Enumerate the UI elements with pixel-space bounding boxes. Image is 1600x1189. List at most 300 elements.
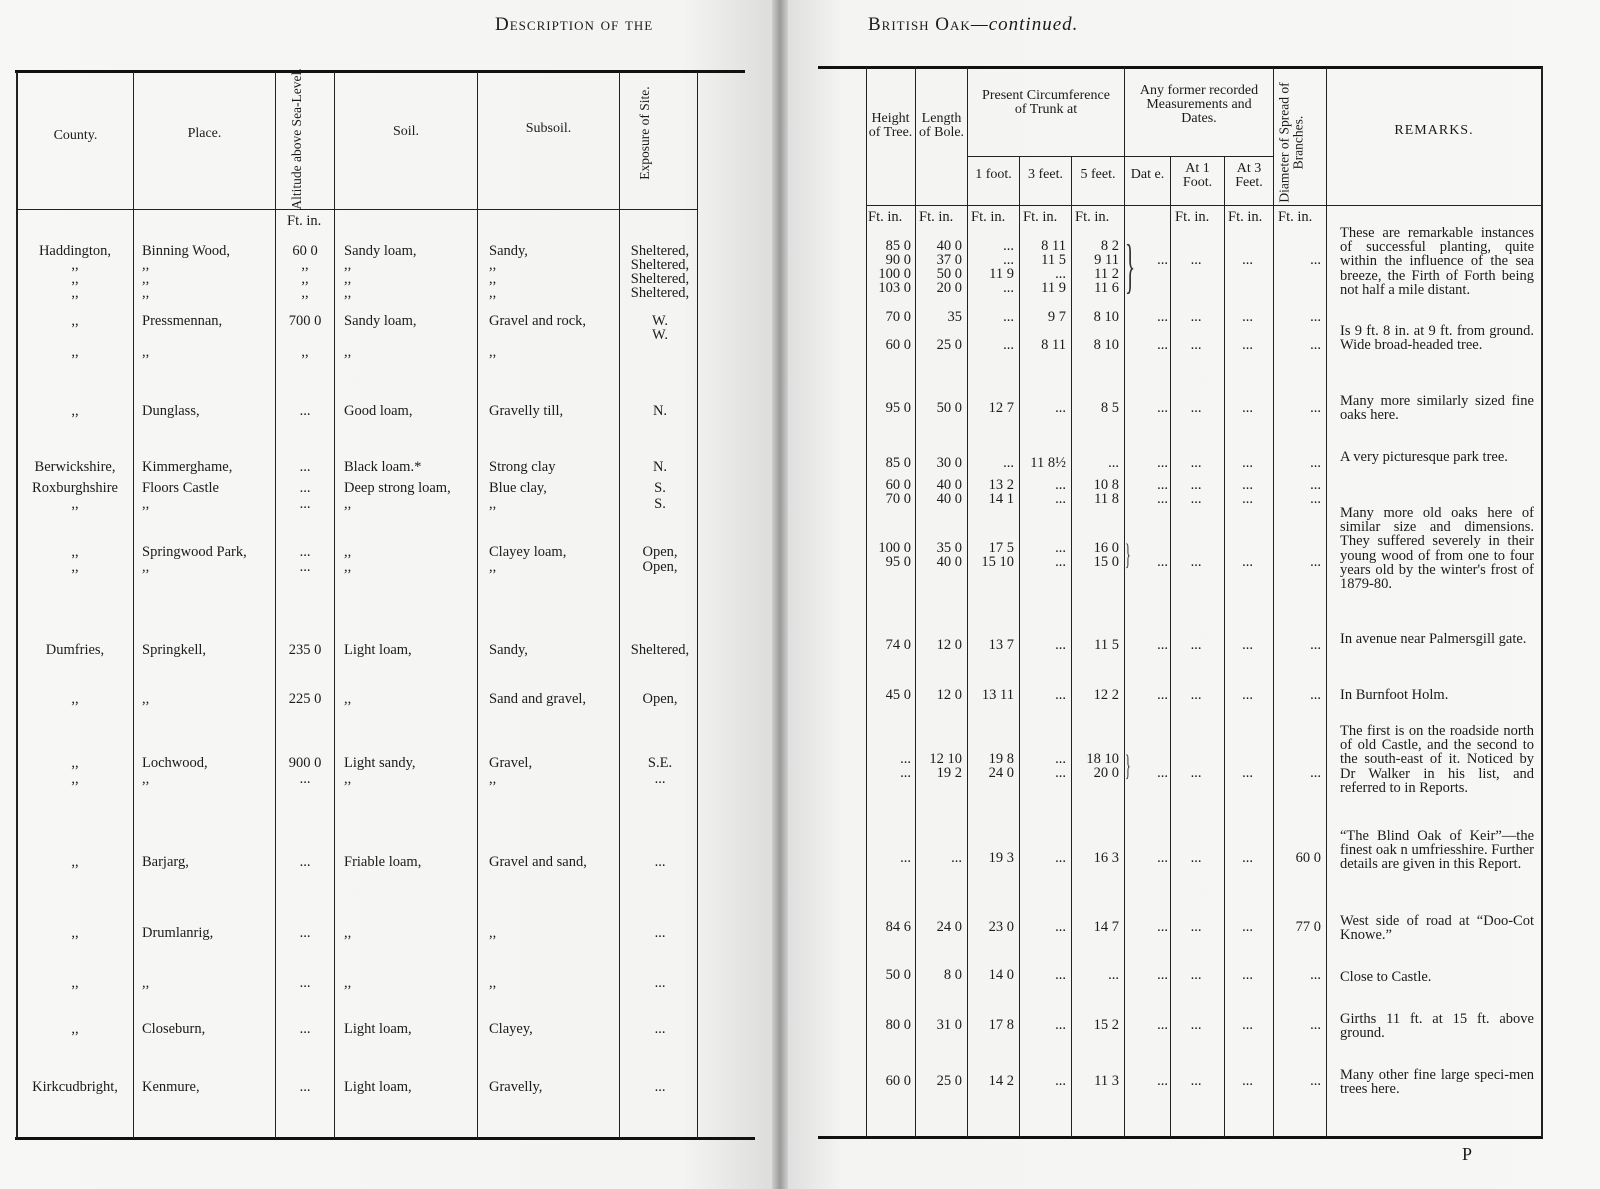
right-cell-c5: 14 7 (1093, 919, 1119, 935)
col-header-place: Place. (187, 126, 222, 141)
right-cell-f3: ... (1242, 637, 1253, 653)
right-cell-f3: ... (1242, 1073, 1253, 1089)
col-header-height: Height of Tree. (868, 111, 913, 140)
left-cell-county: Berwickshire, (34, 459, 116, 475)
right-cell-c5: 11 5 (1094, 637, 1119, 653)
remark-entry: The first is on the roadside north of old Castle, and the second to the south-east of it. Noticed by Dr Walker in his list, and referred to in Reports. (1340, 723, 1534, 796)
right-cell-s: ... (1310, 477, 1321, 493)
left-cell-exp: ... (654, 1079, 666, 1095)
remark-entry: In avenue near Palmersgill gate. (1340, 631, 1527, 647)
right-cell-c1: ... (1003, 280, 1014, 296)
left-cell-soil: Light sandy, (344, 755, 416, 771)
left-cell-exp: Open, (642, 691, 678, 707)
left-cell-place: Pressmennan, (142, 313, 223, 329)
right-cell-c5: 11 8 (1094, 491, 1119, 507)
right-cell-c5: 8 5 (1100, 400, 1119, 416)
col-header-subsoil: Subsoil. (525, 121, 572, 136)
right-cell-b: 8 0 (943, 967, 962, 983)
col-divider (477, 72, 478, 1138)
left-cell-county: ,, (71, 755, 79, 771)
right-cell-c3: ... (1055, 919, 1066, 935)
right-cell-c5: ... (1108, 967, 1119, 983)
left-cell-county: ,, (71, 271, 79, 287)
left-cell-place: Floors Castle (142, 480, 219, 496)
left-cell-exp: Open, (642, 544, 678, 560)
left-cell-subsoil: Gravel, (489, 755, 533, 771)
col-header-circ-3ft: 3 feet. (1028, 167, 1063, 182)
right-cell-c3: 8 11 (1041, 238, 1066, 254)
right-cell-c3: 8 11 (1041, 337, 1066, 353)
left-cell-subsoil: ,, (489, 496, 497, 512)
left-cell-place: ,, (142, 344, 150, 360)
left-cell-subsoil: Gravelly till, (489, 403, 564, 419)
right-cell-c5: 9 11 (1094, 252, 1119, 268)
left-cell-exp: Sheltered, (630, 285, 690, 301)
right-cell-c5: 12 2 (1093, 687, 1119, 703)
left-cell-alt: ... (299, 559, 311, 575)
right-cell-d: ... (1157, 554, 1168, 570)
col-header-former-date: Dat e. (1130, 167, 1165, 182)
left-cell-soil: ,, (344, 257, 352, 273)
right-cell-c1: 13 11 (981, 687, 1014, 703)
right-cell-h: 45 0 (885, 687, 911, 703)
right-cell-c5: 15 0 (1093, 554, 1119, 570)
right-cell-c1: ... (1003, 337, 1014, 353)
left-cell-soil: ,, (344, 691, 352, 707)
right-cell-c5: 8 10 (1093, 337, 1119, 353)
remark-entry: Is 9 ft. 8 in. at 9 ft. from ground. Wide broad-headed tree. (1340, 323, 1534, 354)
left-cell-county: ,, (71, 559, 79, 575)
left-cell-subsoil: Gravel and rock, (489, 313, 587, 329)
left-cell-exp: N. (652, 459, 668, 475)
left-cell-county: ,, (71, 313, 79, 329)
left-cell-subsoil: Sandy, (489, 642, 528, 658)
right-cell-b: 19 2 (936, 765, 962, 781)
left-cell-county: Kirkcudbright, (32, 1079, 118, 1095)
right-cell-d: ... (1157, 687, 1168, 703)
col-header-county: County. (53, 128, 98, 143)
right-cell-c5: 11 6 (1094, 280, 1119, 296)
right-cell-d: ... (1157, 455, 1168, 471)
unit-label: Ft. in. (868, 209, 903, 225)
left-cell-alt: 900 0 (288, 755, 322, 771)
right-cell-s: ... (1310, 637, 1321, 653)
right-bottom-rule (818, 1136, 1543, 1139)
right-cell-s: ... (1310, 491, 1321, 507)
right-cell-f3: ... (1242, 337, 1253, 353)
unit-label: Ft. in. (1023, 209, 1058, 225)
right-cell-f3: ... (1242, 1017, 1253, 1033)
left-cell-subsoil: Strong clay (489, 459, 556, 475)
left-cell-soil: ,, (344, 975, 352, 991)
right-cell-c5: 8 2 (1100, 238, 1119, 254)
left-cell-soil: Light loam, (344, 1079, 412, 1095)
right-cell-f1: ... (1190, 309, 1202, 325)
right-cell-f1: ... (1190, 765, 1202, 781)
right-cell-s: 60 0 (1295, 850, 1321, 866)
right-cell-c3: ... (1055, 967, 1066, 983)
right-cell-b: 50 0 (936, 266, 962, 282)
right-cell-c3: ... (1055, 765, 1066, 781)
col-divider (1124, 67, 1125, 1137)
right-cell-h: 95 0 (885, 554, 911, 570)
left-cell-county: ,, (71, 975, 79, 991)
right-cell-s: ... (1310, 554, 1321, 570)
left-cell-soil: Sandy loam, (344, 243, 417, 259)
left-cell-soil: Deep strong loam, (344, 480, 451, 496)
left-page-header: Description of the (495, 14, 654, 35)
left-cell-subsoil: Gravelly, (489, 1079, 543, 1095)
remark-entry: Many other fine large speci-men trees here. (1340, 1067, 1534, 1098)
right-cell-f1: ... (1190, 252, 1202, 268)
left-cell-exp: ... (654, 854, 666, 870)
left-cell-alt: ... (299, 975, 311, 991)
right-cell-s: 77 0 (1295, 919, 1321, 935)
remark-entry: Many more similarly sized fine oaks here. (1340, 393, 1534, 424)
right-cell-s: ... (1310, 337, 1321, 353)
right-cell-c3: ... (1055, 637, 1066, 653)
right-cell-f1: ... (1190, 637, 1202, 653)
right-cell-c3: ... (1055, 1017, 1066, 1033)
right-cell-c3: ... (1055, 266, 1066, 282)
right-cell-f1: ... (1190, 1073, 1202, 1089)
right-cell-c1: 19 3 (988, 850, 1014, 866)
col-header-exposure: Exposure of Site. (637, 86, 652, 180)
left-cell-subsoil: ,, (489, 344, 497, 360)
left-cell-place: ,, (142, 559, 150, 575)
right-cell-c5: 16 0 (1093, 540, 1119, 556)
left-cell-soil: ,, (344, 496, 352, 512)
left-cell-alt: ... (299, 544, 311, 560)
right-cell-c5: 20 0 (1093, 765, 1119, 781)
right-cell-b: 35 (947, 309, 962, 325)
left-cell-exp: S. (654, 480, 666, 496)
unit-label: Ft. in. (1228, 209, 1263, 225)
left-cell-soil: ,, (344, 925, 352, 941)
right-cell-f3: ... (1242, 252, 1253, 268)
left-cell-county: ,, (71, 771, 79, 787)
right-cell-c1: 11 9 (989, 266, 1014, 282)
right-cell-b: 12 0 (936, 637, 962, 653)
right-cell-b: 40 0 (936, 238, 962, 254)
right-cell-h: 85 0 (885, 238, 911, 254)
unit-label: Ft. in. (1278, 209, 1313, 225)
left-cell-subsoil: Sandy, (489, 243, 528, 259)
right-cell-b: 40 0 (936, 491, 962, 507)
right-cell-c3: ... (1055, 751, 1066, 767)
right-cell-c1: 24 0 (988, 765, 1014, 781)
right-cell-f3: ... (1242, 400, 1253, 416)
right-cell-f3: ... (1242, 309, 1253, 325)
right-cell-h: 50 0 (885, 967, 911, 983)
right-cell-f1: ... (1190, 687, 1202, 703)
left-cell-county: ,, (71, 925, 79, 941)
right-cell-c3: ... (1055, 687, 1066, 703)
left-cell-subsoil: Clayey loam, (489, 544, 567, 560)
left-cell-county: Dumfries, (45, 642, 105, 658)
right-cell-s: ... (1310, 252, 1321, 268)
right-cell-h: 85 0 (885, 455, 911, 471)
left-cell-soil: ,, (344, 544, 352, 560)
col-header-soil: Soil. (392, 124, 420, 139)
right-cell-c3: ... (1055, 491, 1066, 507)
right-cell-b: 12 10 (929, 751, 962, 767)
right-cell-f1: ... (1190, 919, 1202, 935)
right-cell-f3: ... (1242, 554, 1253, 570)
col-header-circumference: Present Circumference of Trunk at (982, 88, 1110, 117)
right-cell-d: ... (1157, 637, 1168, 653)
left-cell-alt: ... (299, 403, 311, 419)
right-cell-h: ... (900, 850, 911, 866)
right-cell-d: ... (1157, 967, 1168, 983)
page-marker: P (1462, 1144, 1473, 1164)
left-cell-exp: Sheltered, (630, 271, 690, 287)
right-cell-d: ... (1157, 1073, 1168, 1089)
left-bottom-rule (15, 1137, 755, 1140)
left-cell-place: Kenmure, (142, 1079, 200, 1095)
right-cell-c1: ... (1003, 238, 1014, 254)
right-cell-f1: ... (1190, 967, 1202, 983)
right-cell-h: ... (900, 751, 911, 767)
brace-mark: } (1125, 749, 1131, 782)
right-cell-h: 90 0 (885, 252, 911, 268)
left-cell-place: ,, (142, 271, 150, 287)
left-cell-alt: ... (299, 496, 311, 512)
left-cell-subsoil: ,, (489, 271, 497, 287)
left-cell-county: ,, (71, 691, 79, 707)
left-cell-alt: ,, (301, 271, 309, 287)
right-cell-c1: ... (1003, 252, 1014, 268)
left-cell-place: Kimmerghame, (142, 459, 233, 475)
left-cell-subsoil: ,, (489, 559, 497, 575)
right-cell-b: 37 0 (936, 252, 962, 268)
unit-label: Ft. in. (1175, 209, 1210, 225)
right-cell-h: 70 0 (885, 491, 911, 507)
left-cell-place: ,, (142, 691, 150, 707)
remark-entry: West side of road at “Doo-Cot Knowe.” (1340, 913, 1534, 944)
right-cell-d: ... (1157, 309, 1168, 325)
right-cell-h: 100 0 (878, 540, 911, 556)
left-cell-exp: W. (652, 313, 668, 329)
right-cell-c1: ... (1003, 455, 1014, 471)
right-cell-b: 20 0 (936, 280, 962, 296)
left-cell-soil: Light loam, (344, 1021, 412, 1037)
right-cell-c3: ... (1055, 477, 1066, 493)
unit-label: Ft. in. (971, 209, 1006, 225)
remark-entry: In Burnfoot Holm. (1340, 687, 1449, 703)
right-cell-c1: 14 1 (988, 491, 1014, 507)
left-cell-county: ,, (71, 854, 79, 870)
left-cell-county: ,, (71, 496, 79, 512)
remark-entry: “The Blind Oak of Keir”—the finest oak n umfriesshire. Further details are given in this Report. (1340, 828, 1534, 873)
left-cell-place: Springwood Park, (142, 544, 247, 560)
left-cell-place: Barjarg, (142, 854, 189, 870)
right-cell-c5: 15 2 (1093, 1017, 1119, 1033)
left-cell-subsoil: ,, (489, 285, 497, 301)
left-cell-county: ,, (71, 285, 79, 301)
remark-entry: These are remarkable instances of successful planting, quite within the influence of the sea breeze, the Firth of Forth being not half a mile distant. (1340, 225, 1534, 298)
left-cell-subsoil: Blue clay, (489, 480, 547, 496)
right-cell-b: 40 0 (936, 477, 962, 493)
right-cell-c3: 9 7 (1047, 309, 1066, 325)
left-cell-place: ,, (142, 975, 150, 991)
right-cell-b: 31 0 (936, 1017, 962, 1033)
right-cell-b: 35 0 (936, 540, 962, 556)
right-cell-h: 80 0 (885, 1017, 911, 1033)
right-cell-d: ... (1157, 850, 1168, 866)
right-cell-h: 95 0 (885, 400, 911, 416)
right-cell-b: 12 0 (936, 687, 962, 703)
right-cell-c5: ... (1108, 455, 1119, 471)
right-cell-f3: ... (1242, 455, 1253, 471)
left-cell-county: Haddington, (38, 243, 112, 259)
right-cell-s: ... (1310, 765, 1321, 781)
right-cell-h: 60 0 (885, 477, 911, 493)
left-cell-soil: Sandy loam, (344, 313, 417, 329)
left-cell-alt: 235 0 (288, 642, 322, 658)
right-cell-c3: 11 5 (1041, 252, 1066, 268)
left-cell-exp: Open, (642, 559, 678, 575)
left-cell-soil: ,, (344, 285, 352, 301)
right-cell-f3: ... (1242, 850, 1253, 866)
left-cell-place: Drumlanrig, (142, 925, 214, 941)
left-cell-alt: ... (299, 480, 311, 496)
left-cell-alt: ,, (301, 285, 309, 301)
left-cell-alt: ... (299, 771, 311, 787)
left-cell-subsoil: ,, (489, 925, 497, 941)
left-cell-exp: Sheltered, (630, 243, 690, 259)
left-cell-alt: ,, (301, 344, 309, 360)
right-cell-s: ... (1310, 400, 1321, 416)
right-table-border (1541, 67, 1543, 1137)
right-cell-b: ... (951, 850, 962, 866)
right-cell-c1: 15 10 (981, 554, 1014, 570)
col-header-circ-5ft: 5 feet. (1080, 167, 1116, 182)
right-cell-f1: ... (1190, 491, 1202, 507)
col-header-bole: Length of Bole. (918, 111, 965, 140)
right-cell-c1: 23 0 (988, 919, 1014, 935)
right-cell-c5: 18 10 (1086, 751, 1119, 767)
left-cell-exp: ... (654, 925, 666, 941)
right-cell-d: ... (1157, 491, 1168, 507)
remark-entry: Many more old oaks here of similar size and dimensions. They suffered severely in their young wood of from one to four years old by the winter's frost of 1879-80. (1340, 505, 1534, 593)
left-top-rule (15, 70, 745, 73)
right-cell-f1: ... (1190, 850, 1202, 866)
right-cell-c3: 11 8½ (1030, 455, 1066, 471)
left-cell-alt: ,, (301, 257, 309, 273)
col-divider (334, 72, 335, 1138)
left-cell-place: Springkell, (142, 642, 207, 658)
col-header-remarks: REMARKS. (1394, 123, 1474, 138)
right-cell-d: ... (1157, 1017, 1168, 1033)
remark-entry: Girths 11 ft. at 15 ft. above ground. (1340, 1011, 1534, 1042)
right-cell-c3: ... (1055, 540, 1066, 556)
right-subheader-rule (967, 156, 1273, 157)
right-cell-h: 70 0 (885, 309, 911, 325)
left-cell-soil: Friable loam, (344, 854, 422, 870)
right-cell-d: ... (1157, 252, 1168, 268)
left-cell-soil: Light loam, (344, 642, 412, 658)
left-cell-exp: ... (654, 975, 666, 991)
left-cell-soil: ,, (344, 344, 352, 360)
left-cell-subsoil: ,, (489, 257, 497, 273)
right-cell-f1: ... (1190, 554, 1202, 570)
right-cell-f3: ... (1242, 765, 1253, 781)
right-cell-c1: 12 7 (988, 400, 1014, 416)
right-cell-s: ... (1310, 1017, 1321, 1033)
left-cell-place: ,, (142, 496, 150, 512)
right-cell-f3: ... (1242, 477, 1253, 493)
col-header-former-1ft: At 1 Foot. (1182, 161, 1213, 190)
right-cell-b: 25 0 (936, 1073, 962, 1089)
right-cell-c1: 17 5 (988, 540, 1014, 556)
left-cell-county: ,, (71, 344, 79, 360)
left-cell-soil: ,, (344, 771, 352, 787)
right-cell-h: ... (900, 765, 911, 781)
brace-mark: } (1125, 233, 1136, 299)
right-cell-b: 50 0 (936, 400, 962, 416)
left-cell-alt: ... (299, 459, 311, 475)
right-cell-b: 40 0 (936, 554, 962, 570)
left-cell-exp: S. (654, 496, 666, 512)
left-cell-exp: ... (654, 771, 666, 787)
right-cell-h: 100 0 (878, 266, 911, 282)
right-cell-s: ... (1310, 967, 1321, 983)
right-cell-c1: 13 2 (988, 477, 1014, 493)
right-cell-f1: ... (1190, 337, 1202, 353)
right-cell-c3: 11 9 (1041, 280, 1066, 296)
col-header-altitude: Altitude above Sea-Level. (289, 68, 304, 210)
left-cell-place: ,, (142, 257, 150, 273)
left-cell-subsoil: Clayey, (489, 1021, 533, 1037)
right-top-rule (818, 66, 1543, 69)
right-cell-h: 103 0 (878, 280, 911, 296)
right-cell-c1: 14 2 (988, 1073, 1014, 1089)
left-cell-soil: Black loam.* (344, 459, 422, 475)
left-cell-subsoil: ,, (489, 771, 497, 787)
remark-entry: A very picturesque park tree. (1340, 449, 1508, 465)
right-cell-c1: 13 7 (988, 637, 1014, 653)
right-cell-c5: 16 3 (1093, 850, 1119, 866)
col-header-former-3ft: At 3 Feet. (1235, 161, 1263, 190)
left-cell-place: Binning Wood, (142, 243, 230, 259)
right-cell-b: 30 0 (936, 455, 962, 471)
right-cell-f1: ... (1190, 1017, 1202, 1033)
left-header-rule (18, 209, 698, 210)
left-cell-soil: Good loam, (344, 403, 413, 419)
right-cell-d: ... (1157, 337, 1168, 353)
col-header-former: Any former recorded Measurements and Dates. (1139, 83, 1259, 126)
right-cell-s: ... (1310, 309, 1321, 325)
left-cell-soil: ,, (344, 559, 352, 575)
right-cell-f3: ... (1242, 491, 1253, 507)
col-divider (1326, 67, 1327, 1137)
right-cell-f3: ... (1242, 687, 1253, 703)
left-cell-alt: ... (299, 854, 311, 870)
right-cell-d: ... (1157, 477, 1168, 493)
right-cell-c1: 14 0 (988, 967, 1014, 983)
right-cell-c3: ... (1055, 1073, 1066, 1089)
right-cell-b: 25 0 (936, 337, 962, 353)
right-cell-d: ... (1157, 919, 1168, 935)
left-cell-alt: ... (299, 925, 311, 941)
unit-label: Ft. in. (287, 213, 322, 229)
right-cell-d: ... (1157, 765, 1168, 781)
right-cell-f1: ... (1190, 400, 1202, 416)
left-cell-exp: S.E. (647, 755, 673, 771)
right-cell-f1: ... (1190, 455, 1202, 471)
right-cell-c3: ... (1055, 850, 1066, 866)
